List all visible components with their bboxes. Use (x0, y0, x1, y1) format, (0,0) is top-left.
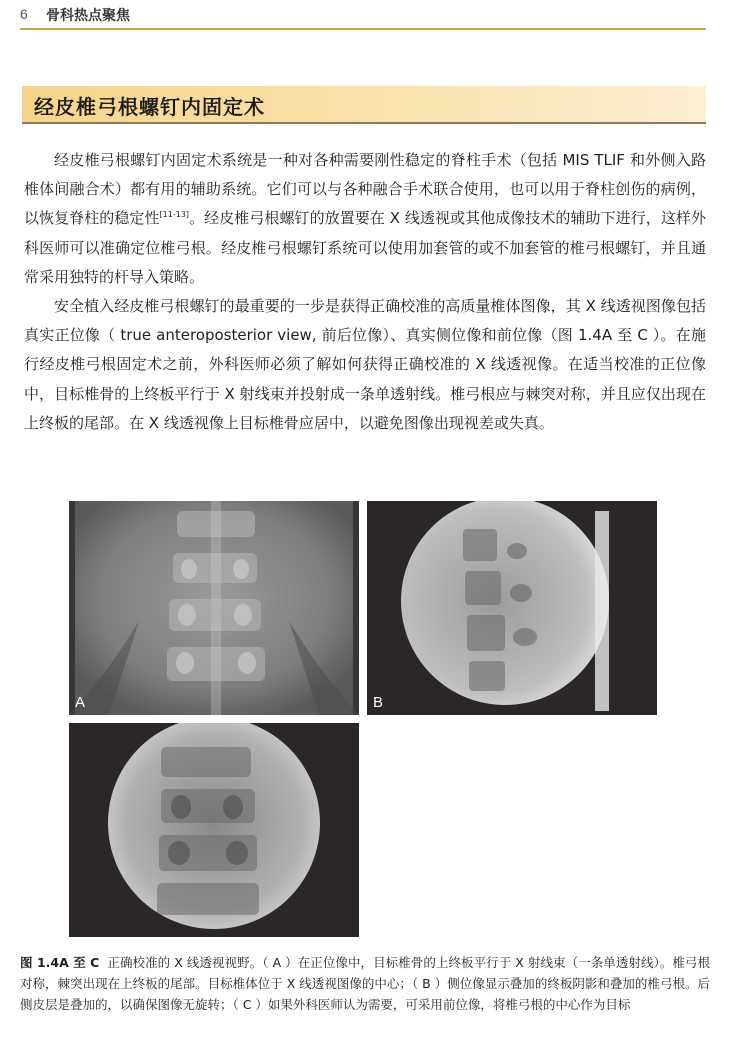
running-header (0, 0, 730, 32)
paragraph-1-text-cont: 。经皮椎弓根螺钉的放置要在 X 线透视或其他成像技术的辅助下进行，这样外科医师可以准确定位椎弓根。经皮椎弓根螺钉系统可以使用加套管的或不加套管的椎弓根螺钉，并且通常采用独特的杆导入策略。 (24, 209, 706, 286)
running-title: 骨科热点聚焦 (46, 8, 130, 24)
xray-image-c (69, 723, 359, 937)
paragraph-1 (24, 146, 706, 292)
section-title: 经皮椎弓根螺钉内固定术 (34, 95, 265, 119)
xray-panel-c (69, 723, 359, 937)
xray-panel-b (367, 501, 657, 715)
body-text (24, 146, 706, 438)
panel-label-a: A (75, 694, 86, 711)
panel-label-b: B (373, 694, 384, 711)
citation: [11-13] (159, 210, 190, 220)
xray-image-b (367, 501, 657, 715)
figure-caption (20, 952, 710, 1015)
xray-image-a (69, 501, 359, 715)
page-number: 6 (20, 6, 28, 22)
caption-label: 图 1.4A 至 C (20, 955, 100, 970)
xray-panel-a (69, 501, 359, 715)
caption-text: 正确校准的 X 线透视视野。（ A ）在正位像中，目标椎骨的上终板平行于 X 射线束（一条单透射线）。椎弓根对称，棘突出现在上终板的尾部。目标椎体位于 X 线透视图像的中心；（ B ）侧位像显示叠加的终板阴影和叠加的椎弓根。后侧皮层是叠加的，以确保图像无旋转；（ C ）如果外科医师认为需要，可采用前位像，将椎弓根的中心作为目标 (20, 955, 710, 1012)
header-rule (20, 28, 706, 30)
paragraph-1-text: 经皮椎弓根螺钉内固定术系统是一种对各种需要刚性稳定的脊柱手术（包括 MIS TLIF 和外侧入路椎体间融合术）都有用的辅助系统。它们可以与各种融合手术联合使用，也可以用于脊柱创伤的病例，以恢复脊柱的稳定性 (24, 151, 706, 228)
section-banner (22, 86, 706, 124)
paragraph-2: 安全植入经皮椎弓根螺钉的最重要的一步是获得正确校准的高质量椎体图像，其 X 线透视图像包括真实正位像（ true anteroposterior view, 前后位像）、真实侧位像和前位像（图 1.4A 至 C ）。在施行经皮椎弓根固定术之前，外科医师必须了解如何获得正确校准的 X 线透视像。在适当校准的正位像中，目标椎骨的上终板平行于 X 射线束并投射成一条单透射线。椎弓根应与棘突对称，并且应仅出现在上终板的尾部。在 X 线透视像上目标椎骨应居中，以避免图像出现视差或失真。 (24, 297, 706, 432)
